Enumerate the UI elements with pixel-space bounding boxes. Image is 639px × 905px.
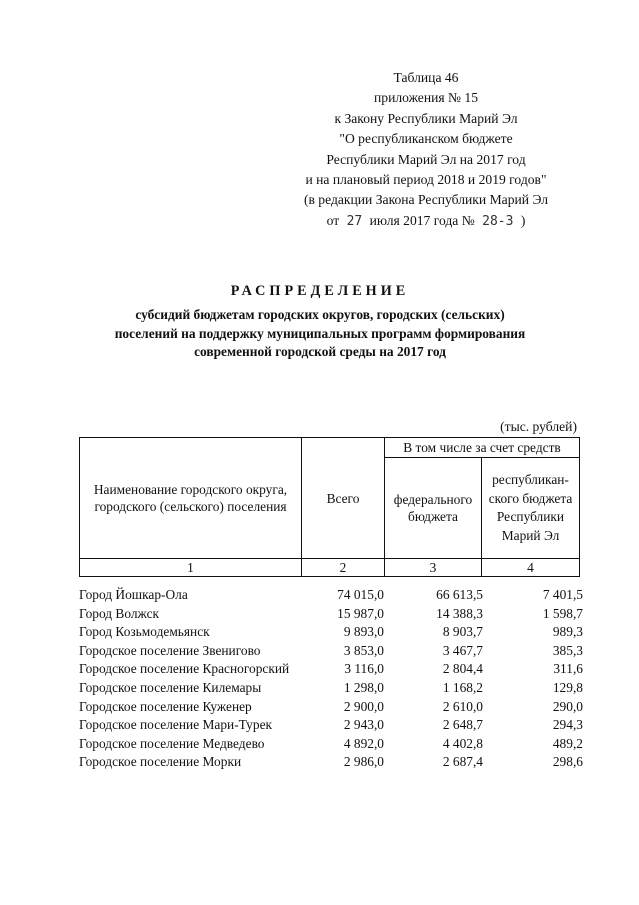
- header-line-appendix: приложения № 15: [374, 90, 478, 106]
- header-line-law: к Закону Республики Марий Эл: [334, 110, 518, 126]
- table-row: [79, 642, 587, 661]
- row-name: Городское поселение Килемары: [79, 679, 262, 695]
- column-header-federal: федерального бюджета: [385, 458, 482, 559]
- column-header-total: Всего: [302, 438, 385, 559]
- header-line-planning-period: и на плановый период 2018 и 2019 годов": [305, 172, 547, 188]
- subtitle-line-2: поселений на поддержку муниципальных программ формирования: [114, 325, 526, 341]
- row-total: 4 892,0: [343, 735, 384, 751]
- row-federal: 1 168,2: [442, 679, 483, 695]
- table-row: [79, 735, 587, 754]
- row-republic: 7 401,5: [542, 587, 583, 602]
- row-name: Город Волжск: [79, 605, 160, 621]
- date-prefix: от: [326, 212, 340, 228]
- row-total: 1 298,0: [343, 679, 384, 695]
- row-federal: 2 804,4: [442, 661, 483, 677]
- column-number-3: 3: [385, 559, 482, 577]
- row-republic: 489,2: [552, 735, 583, 751]
- row-federal: 14 388,3: [436, 605, 483, 621]
- table-header: [79, 437, 580, 577]
- row-republic: 385,3: [552, 642, 583, 658]
- row-republic: 989,3: [552, 624, 583, 640]
- row-total: 2 900,0: [343, 698, 384, 714]
- row-federal: 2 610,0: [442, 698, 483, 714]
- row-republic: 298,6: [552, 754, 583, 770]
- table-body: [79, 586, 587, 772]
- row-federal: 3 467,7: [442, 642, 483, 658]
- header-line-edition: (в редакции Закона Республики Марий Эл: [303, 192, 549, 208]
- document-header: [280, 68, 572, 232]
- row-republic: 311,6: [553, 661, 583, 677]
- table-row: [79, 679, 587, 698]
- header-line-date: [280, 211, 572, 232]
- units-label: (тыс. рублей): [500, 419, 577, 434]
- column-number-2: 2: [302, 559, 385, 577]
- date-suffix: ): [520, 212, 526, 228]
- row-federal: 8 903,7: [442, 624, 483, 640]
- row-name: Городское поселение Медведево: [79, 735, 265, 751]
- row-name: Город Козьмодемьянск: [79, 624, 210, 640]
- row-republic: 294,3: [552, 717, 583, 733]
- row-total: 2 986,0: [343, 754, 384, 770]
- column-number-4: 4: [482, 559, 580, 577]
- table-row: [79, 660, 587, 679]
- table-row: [79, 605, 587, 624]
- row-total: 2 943,0: [343, 717, 384, 733]
- column-number-1: 1: [80, 559, 302, 577]
- law-number: 28-З: [482, 213, 514, 229]
- table-row: [79, 753, 587, 772]
- row-name: Городское поселение Морки: [79, 754, 242, 770]
- row-republic: 290,0: [552, 698, 583, 714]
- date-middle: июля 2017 года №: [369, 212, 475, 228]
- column-header-republic: республикан-ского бюджета Республики Марий Эл: [482, 458, 580, 559]
- row-name: Город Йошкар-Ола: [79, 587, 188, 602]
- row-total: 74 015,0: [337, 587, 384, 602]
- row-total: 3 853,0: [343, 642, 384, 658]
- column-header-name: Наименование городского округа, городского (сельского) поселения: [80, 438, 302, 559]
- row-republic: 129,8: [552, 679, 583, 695]
- date-day: 27: [346, 213, 363, 229]
- document-title: РАСПРЕДЕЛЕНИЕ: [230, 283, 410, 299]
- row-federal: 2 648,7: [442, 717, 483, 733]
- row-federal: 4 402,8: [442, 735, 483, 751]
- subtitle-line-3: современной городской среды на 2017 год: [194, 344, 446, 360]
- table-row: [79, 716, 587, 735]
- row-name: Городское поселение Красногорский: [79, 661, 290, 677]
- row-total: 3 116,0: [344, 661, 384, 677]
- header-line-budget-year: Республики Марий Эл на 2017 год: [326, 151, 526, 167]
- column-header-group: В том числе за счет средств: [385, 438, 580, 458]
- row-name: Городское поселение Звенигово: [79, 642, 261, 658]
- row-total: 15 987,0: [337, 605, 384, 621]
- table-row: [79, 623, 587, 642]
- header-line-table: Таблица 46: [393, 70, 459, 85]
- subtitle-line-1: субсидий бюджетам городских округов, городских (сельских): [135, 307, 505, 322]
- row-federal: 66 613,5: [436, 587, 483, 602]
- header-line-law-title: "О республиканском бюджете: [339, 131, 513, 147]
- table-row: [79, 586, 587, 605]
- row-name: Городское поселение Мари-Турек: [79, 717, 273, 733]
- row-name: Городское поселение Куженер: [79, 698, 252, 714]
- document-subtitle: [60, 306, 580, 362]
- row-total: 9 893,0: [343, 624, 384, 640]
- row-republic: 1 598,7: [542, 605, 583, 621]
- row-federal: 2 687,4: [442, 754, 483, 770]
- table-row: [79, 698, 587, 717]
